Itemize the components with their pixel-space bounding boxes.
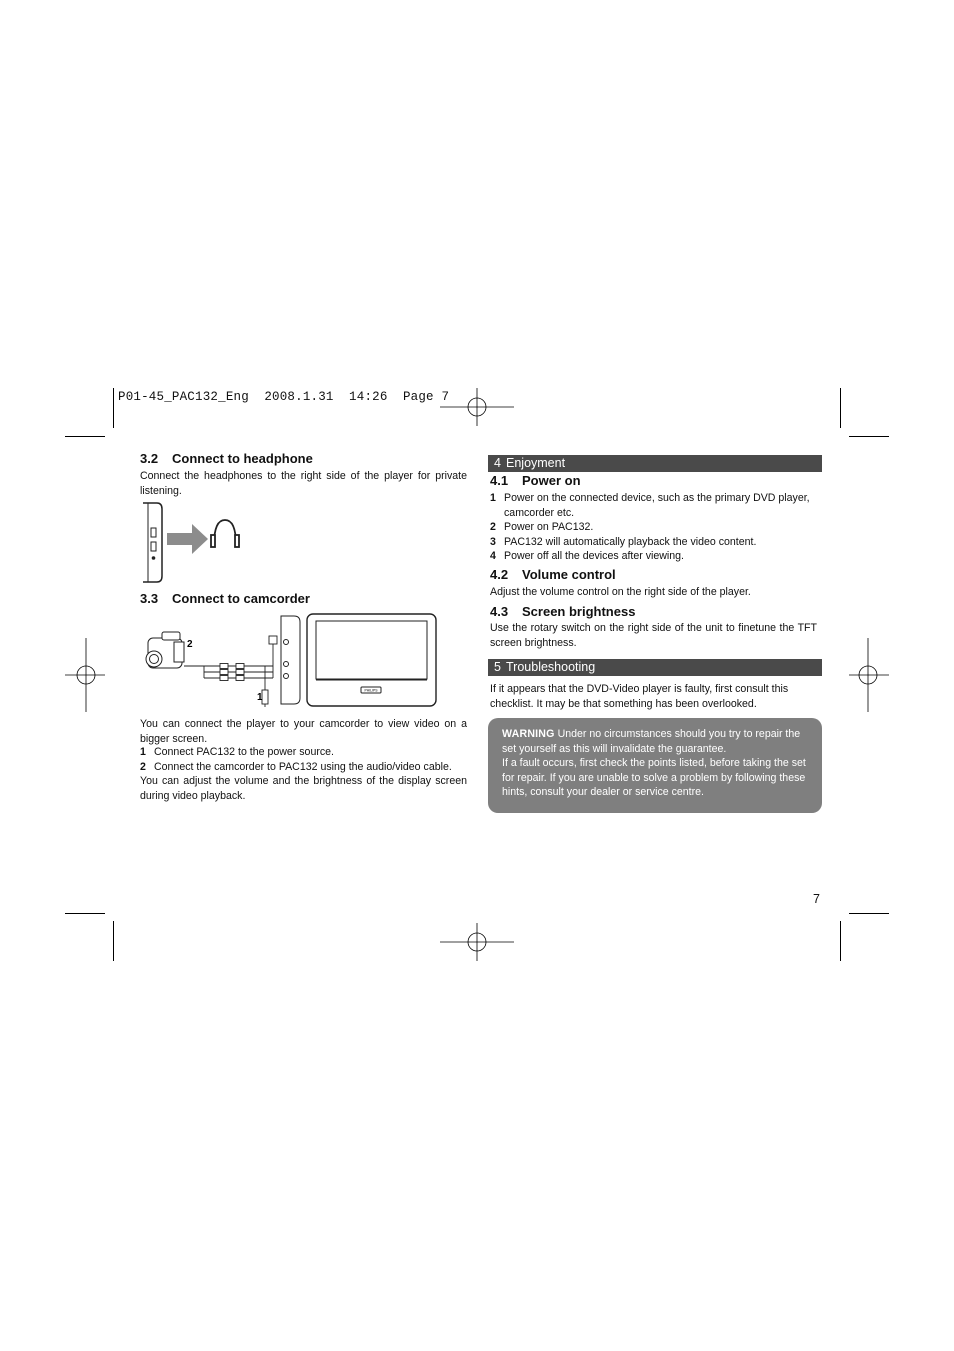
step-number: 3	[490, 535, 496, 548]
chapter-number: 5	[494, 660, 501, 674]
section-4-1-steps	[490, 491, 820, 564]
headphones-icon	[211, 520, 239, 547]
section-title: Screen brightness	[522, 604, 636, 619]
chapter-number: 4	[494, 456, 501, 470]
page-number: 7	[813, 892, 820, 906]
step-number: 2	[140, 760, 146, 773]
step-text: Power off all the devices after viewing.	[504, 550, 684, 563]
chapter-4-bar	[488, 455, 822, 472]
camcorder-connection-illustration	[140, 612, 440, 710]
section-4-1-heading	[490, 473, 581, 488]
brand-badge: PHILIPS	[364, 688, 378, 693]
av-cable	[184, 636, 277, 707]
section-4-2-heading	[490, 567, 616, 582]
step-text: PAC132 will automatically playback the video content.	[504, 535, 757, 548]
camcorder-label: 2	[187, 639, 193, 650]
section-number: 4.1	[490, 473, 509, 488]
step-number: 2	[490, 521, 496, 534]
step-number: 4	[490, 550, 496, 563]
section-title: Connect to camcorder	[172, 591, 310, 606]
step-text: Connect PAC132 to the power source.	[154, 746, 335, 758]
warning-text-2: If a fault occurs, first check the points listed, before taking the set for repair. If you are unable to solve a problem by following these hints, consult your dealer or service centre.	[502, 757, 806, 798]
section-title: Volume control	[522, 567, 616, 582]
section-3-3-heading	[140, 591, 310, 606]
section-number: 4.2	[490, 567, 509, 582]
step-text: Connect the camcorder to PAC132 using the audio/video cable.	[154, 760, 452, 773]
section-title: Connect to headphone	[172, 451, 313, 466]
section-4-3-body: Use the rotary switch on the right side of the unit to finetune the TFT screen brightness.	[490, 622, 817, 649]
list-item	[490, 549, 820, 564]
chapter-title: Enjoyment	[506, 456, 566, 470]
section-3-2-heading	[140, 451, 313, 466]
player-device-illustration	[281, 614, 436, 706]
section-3-3-outro: You can adjust the volume and the brightness of the display screen during video playback.	[140, 775, 467, 802]
list-item	[490, 535, 820, 550]
list-item	[140, 760, 470, 775]
camcorder-icon	[146, 632, 184, 668]
chapter-5-bar	[488, 659, 822, 676]
section-4-3-heading	[490, 604, 635, 619]
list-item	[490, 520, 820, 535]
section-4-2-body: Adjust the volume control on the right side of the player.	[490, 586, 751, 598]
section-5-body: If it appears that the DVD-Video player is faulty, first consult this checklist. It may be that something has been overlooked.	[490, 683, 789, 710]
step-text: Power on the connected device, such as the primary DVD player, camcorder etc.	[504, 492, 810, 519]
step-number: 1	[490, 492, 496, 504]
section-3-3-steps	[140, 745, 470, 774]
section-3-3-intro: You can connect the player to your camcorder to view video on a bigger screen.	[140, 718, 467, 745]
print-slug: P01-45_PAC132_Eng 2008.1.31 14:26 Page 7	[118, 390, 450, 404]
list-item	[490, 491, 820, 520]
section-number: 3.3	[140, 591, 159, 606]
step-number: 1	[140, 746, 146, 758]
warning-box	[488, 718, 822, 813]
power-label: 1	[257, 692, 263, 703]
section-number: 3.2	[140, 451, 159, 466]
step-text: Power on PAC132.	[504, 521, 594, 534]
section-number: 4.3	[490, 604, 509, 619]
list-item	[140, 745, 470, 760]
arrow-right-icon	[167, 524, 208, 554]
chapter-title: Troubleshooting	[506, 660, 596, 674]
player-side-illustration	[143, 503, 162, 582]
warning-label: WARNING	[502, 728, 555, 740]
section-3-2-body: Connect the headphones to the right side of the player for private listening.	[140, 470, 467, 497]
headphone-connection-illustration	[140, 500, 250, 585]
warning-text-1: Under no circumstances should you try to repair the set yourself as this will invalidate the guarantee.	[502, 728, 801, 755]
section-title: Power on	[522, 473, 581, 488]
